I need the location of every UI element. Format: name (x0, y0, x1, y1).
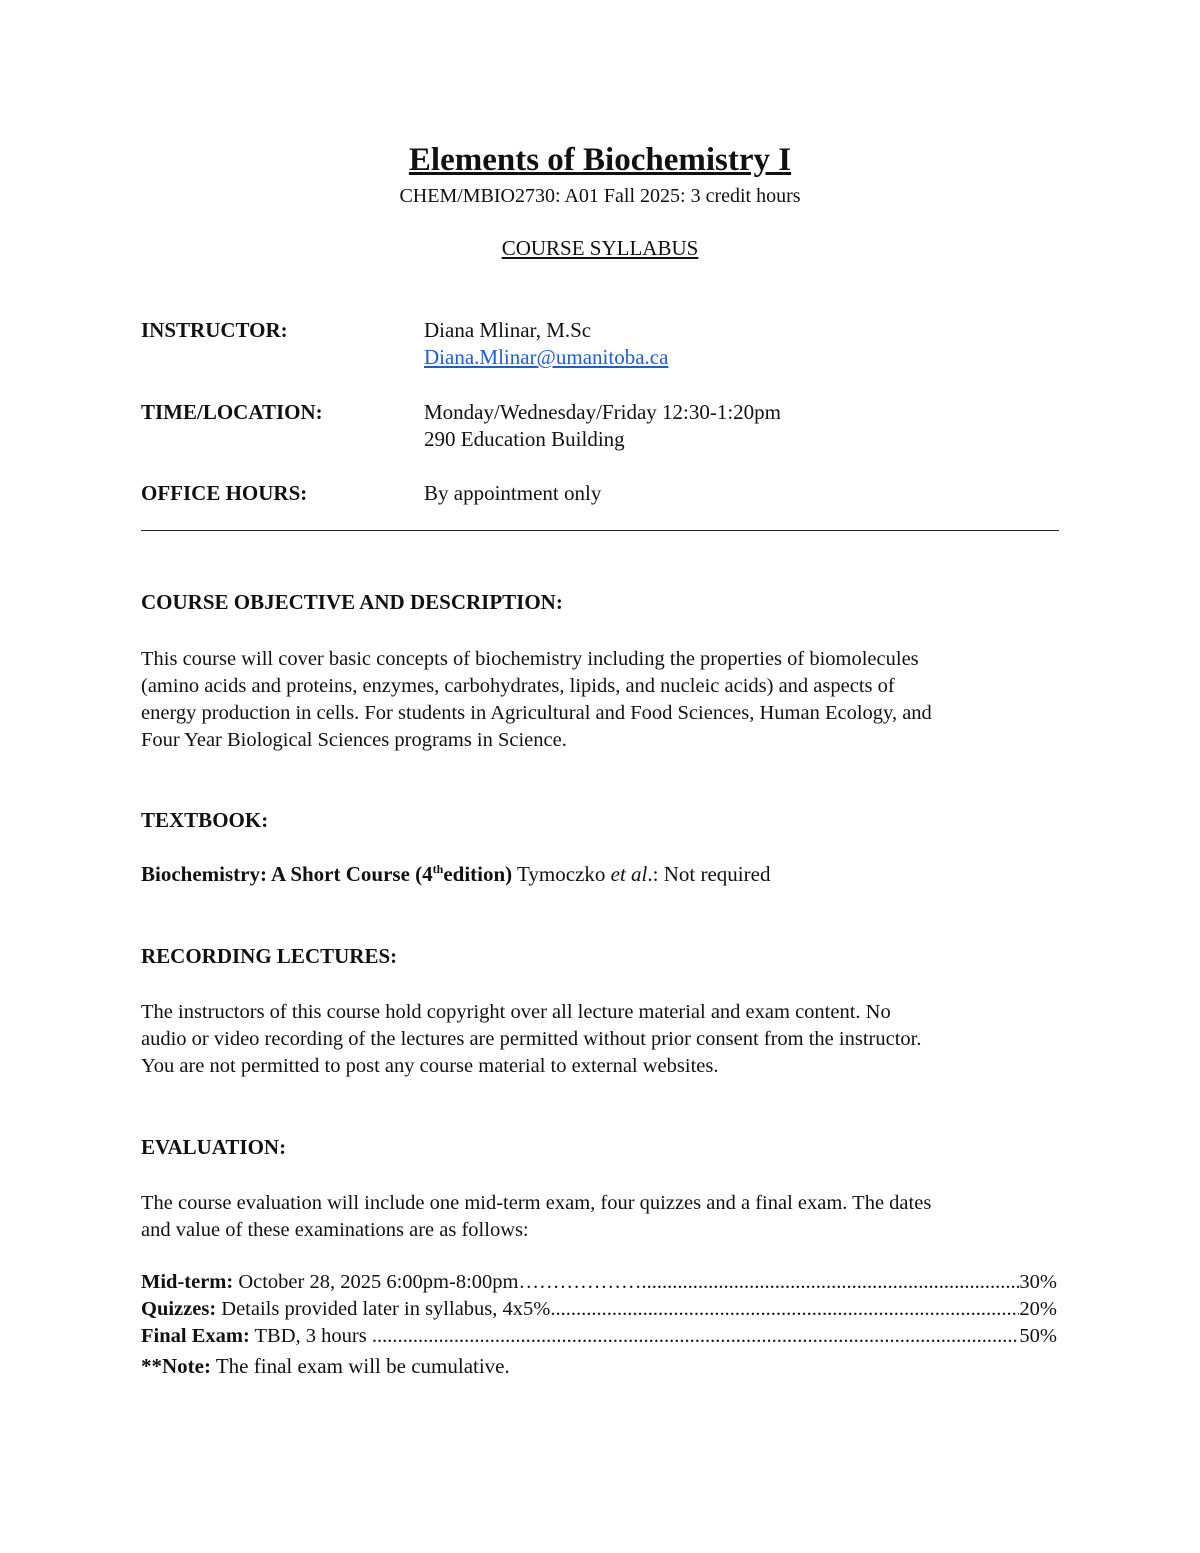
et-al: et al (610, 862, 648, 886)
item-weight: 20% (1019, 1298, 1057, 1320)
item-detail: Details provided later in syllabus, 4x5% (216, 1298, 551, 1320)
item-weight: 30% (1019, 1271, 1057, 1293)
item-detail: TBD, 3 hours (249, 1325, 372, 1347)
item-label: Mid-term: (141, 1271, 234, 1293)
objective-line: (amino acids and proteins, enzymes, carbohydrates, lipids, and nucleic acids) and aspects of (141, 675, 895, 697)
evaluation-line: and value of these examinations are as follows: (141, 1219, 529, 1241)
objective-line: Four Year Biological Sciences programs in Science. (141, 729, 567, 751)
recording-heading: RECORDING LECTURES: (141, 944, 398, 968)
textbook-heading: TEXTBOOK: (141, 808, 269, 832)
syllabus-heading: COURSE SYLLABUS (501, 236, 699, 260)
objective-paragraph (141, 646, 1071, 754)
item-detail: October 28, 2025 6:00pm-8:00pm……………… (233, 1271, 642, 1293)
office-hours-label: OFFICE HOURS: (141, 481, 308, 505)
evaluation-line: The course evaluation will include one mid-term exam, four quizzes and a final exam. The dates (141, 1192, 932, 1214)
evaluation-item-final (141, 1325, 1057, 1348)
recording-line: The instructors of this course hold copyright over all lecture material and exam content. No (141, 1001, 891, 1023)
final-exam-note (141, 1354, 510, 1379)
textbook-author: Tymoczko (512, 862, 611, 886)
objective-line: energy production in cells. For students in Agricultural and Food Sciences, Human Ecology, and (141, 702, 932, 724)
textbook-title: Biochemistry: A Short Course (4 (141, 862, 433, 886)
time-location-label: TIME/LOCATION: (141, 400, 323, 424)
evaluation-item-midterm (141, 1271, 1057, 1294)
item-weight: 50% (1019, 1325, 1057, 1347)
recording-paragraph (141, 999, 1071, 1080)
class-location: 290 Education Building (424, 427, 625, 451)
instructor-name: Diana Mlinar, M.Sc (424, 318, 592, 342)
objective-line: This course will cover basic concepts of biochemistry including the properties of biomolecules (141, 648, 919, 670)
edition-word: edition) (443, 862, 513, 886)
note-label: **Note: (141, 1354, 211, 1378)
leader-dots (550, 1298, 1019, 1321)
edition-superscript: th (432, 862, 444, 876)
class-time: Monday/Wednesday/Friday 12:30-1:20pm (424, 400, 782, 424)
item-label: Final Exam: (141, 1325, 250, 1347)
recording-line: You are not permitted to post any course material to external websites. (141, 1055, 719, 1077)
evaluation-heading: EVALUATION: (141, 1135, 287, 1159)
office-hours-value: By appointment only (424, 481, 602, 505)
textbook-requirement: .: Not required (647, 862, 771, 886)
course-title: Elements of Biochemistry I (408, 142, 792, 178)
note-text: The final exam will be cumulative. (210, 1354, 510, 1378)
instructor-email-link[interactable]: Diana.Mlinar@umanitoba.ca (424, 345, 669, 369)
textbook-entry (141, 862, 770, 887)
item-label: Quizzes: (141, 1298, 217, 1320)
leader-dots (641, 1271, 1019, 1294)
leader-dots (372, 1325, 1020, 1348)
section-divider (141, 530, 1059, 531)
evaluation-paragraph (141, 1190, 1071, 1244)
instructor-label: INSTRUCTOR: (141, 318, 288, 342)
course-code-line: CHEM/MBIO2730: A01 Fall 2025: 3 credit hours (399, 185, 801, 207)
recording-line: audio or video recording of the lectures are permitted without prior consent from the instructor. (141, 1028, 922, 1050)
evaluation-item-quizzes (141, 1298, 1057, 1321)
objective-heading: COURSE OBJECTIVE AND DESCRIPTION: (141, 590, 563, 614)
